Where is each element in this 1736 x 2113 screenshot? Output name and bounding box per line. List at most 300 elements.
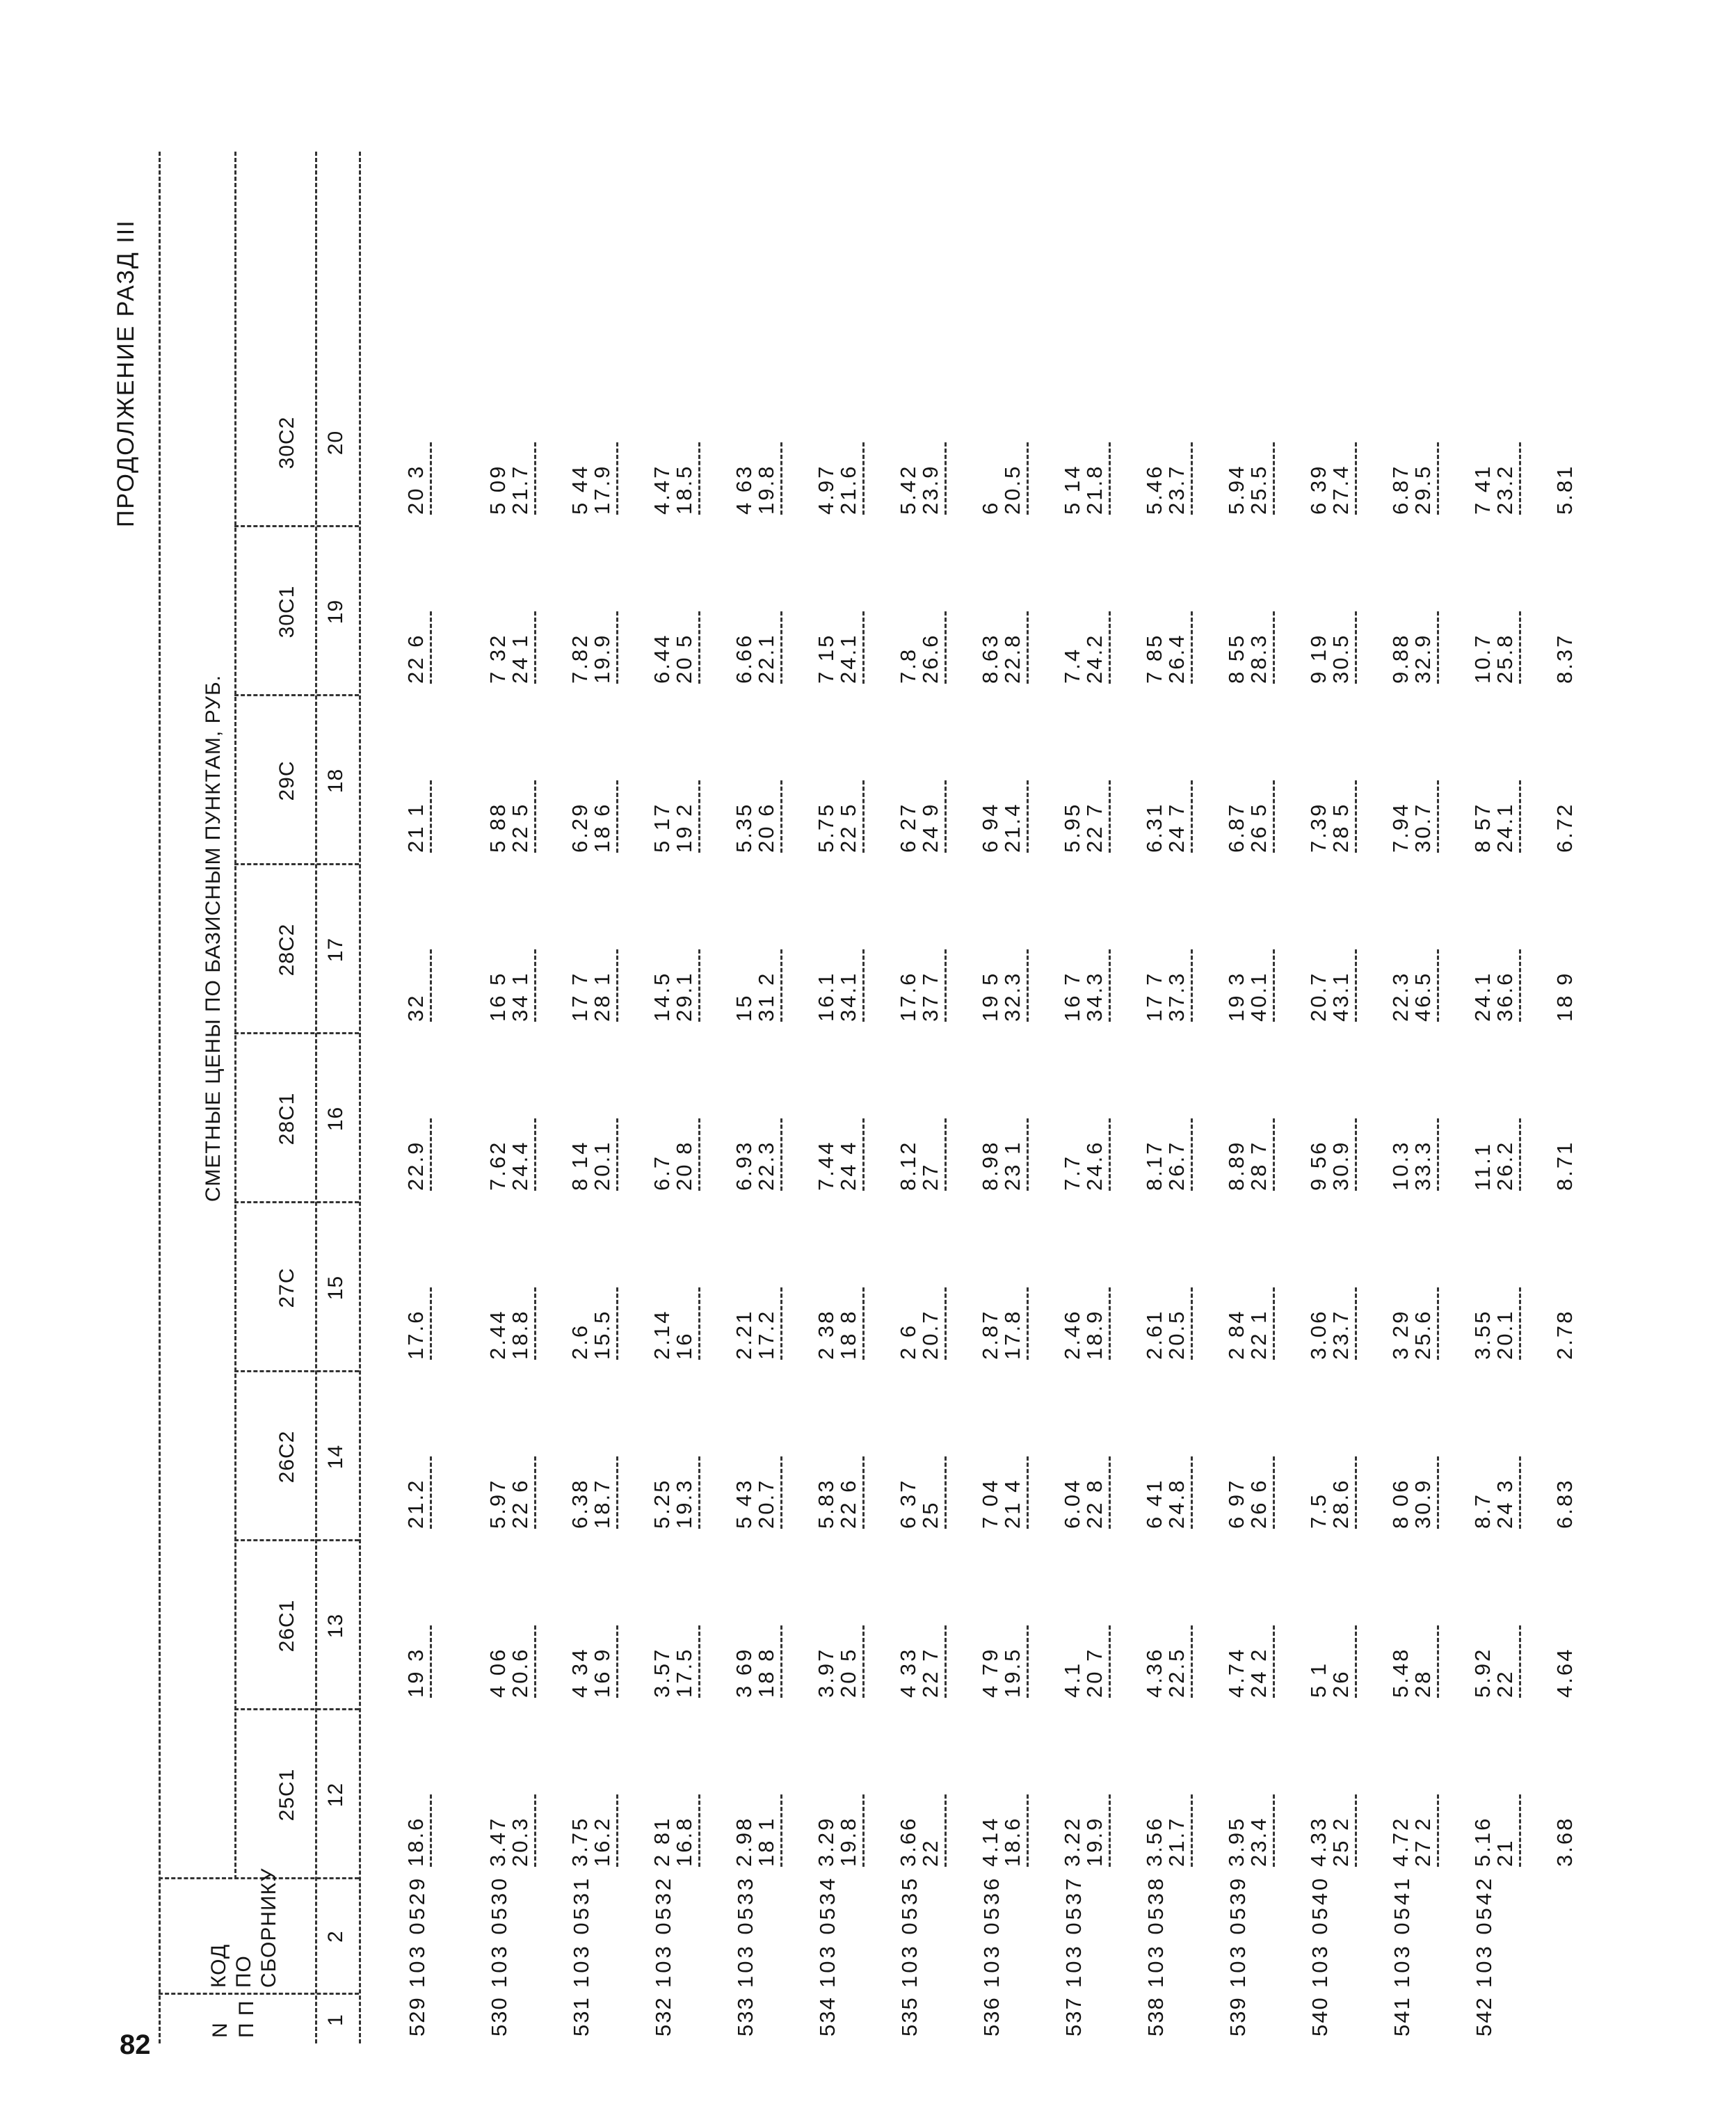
price-value: 17.6 (403, 1309, 428, 1360)
price-value: 3.97 (814, 1647, 838, 1698)
price-value-secondary: 24.4 (508, 1140, 532, 1191)
cell-divider (698, 1118, 706, 1191)
cell-divider (1355, 1287, 1363, 1360)
row-code: 103 0533 (733, 1875, 757, 1988)
price-value-secondary: 26.4 (1164, 633, 1189, 684)
rule-above-col-numbers (315, 152, 317, 2043)
price-value: 4.1 (1060, 1661, 1084, 1698)
price-value-secondary: 23 1 (1000, 1140, 1024, 1191)
cell-divider (1191, 1794, 1198, 1867)
price-cell (1554, 1279, 1576, 1360)
cell-divider (1109, 780, 1116, 853)
price-value-secondary: 22 (1493, 1669, 1517, 1698)
cell-divider (1437, 1625, 1445, 1698)
price-cell (733, 772, 788, 853)
price-cell (897, 941, 952, 1022)
cell-divider (1273, 1456, 1280, 1529)
price-value: 9 19 (1306, 633, 1331, 684)
price-value: 3 69 (732, 1647, 756, 1698)
price-value-secondary: 26 6 (1246, 1478, 1271, 1529)
price-cell (405, 434, 437, 515)
price-value: 2.87 (978, 1309, 1002, 1360)
price-value: 19 5 (978, 971, 1002, 1022)
cell-divider (780, 1456, 788, 1529)
price-cell (897, 1617, 952, 1698)
cell-divider (1437, 442, 1445, 515)
header-code-3: СБОРНИКУ (257, 1867, 280, 1988)
price-value: 7.7 (1060, 1154, 1084, 1191)
price-value: 5.94 (1224, 464, 1248, 515)
cell-divider (534, 1456, 542, 1529)
price-cell (1554, 1110, 1576, 1191)
price-value: 9 56 (1306, 1140, 1331, 1191)
price-cell (569, 1110, 624, 1191)
cell-divider (1191, 1625, 1198, 1698)
cell-divider (945, 1625, 952, 1698)
cell-divider (780, 1287, 788, 1360)
cell-divider (862, 442, 870, 515)
price-cell (815, 941, 870, 1022)
price-value: 21 1 (403, 802, 428, 853)
row-code: 103 0539 (1225, 1875, 1250, 1988)
price-value-secondary: 20 6 (754, 802, 778, 853)
price-value-secondary: 33.3 (1410, 1140, 1435, 1191)
row-number: 539 (1225, 1996, 1250, 2036)
cell-divider (1027, 442, 1034, 515)
cell-divider (1519, 442, 1527, 515)
price-value: 2.78 (1552, 1309, 1577, 1360)
price-cell (569, 1279, 624, 1360)
price-value: 9.88 (1388, 633, 1413, 684)
price-value: 5 17 (650, 802, 674, 853)
price-cell (405, 1110, 437, 1191)
price-cell (487, 1448, 542, 1529)
price-value-secondary: 22 6 (508, 1478, 532, 1529)
price-value-secondary: 15.5 (590, 1309, 614, 1360)
price-cell (1308, 941, 1363, 1022)
price-value: 32 (403, 993, 428, 1022)
price-value-secondary: 17.2 (754, 1309, 778, 1360)
price-value-secondary: 23.7 (1328, 1309, 1353, 1360)
price-value-secondary: 28 (1410, 1669, 1435, 1698)
price-value-secondary: 23.4 (1246, 1816, 1271, 1867)
price-value: 5.48 (1388, 1647, 1413, 1698)
cell-divider (1109, 1456, 1116, 1529)
price-cell (733, 434, 788, 515)
price-value: 8.71 (1552, 1140, 1577, 1191)
price-value-secondary: 22.1 (754, 633, 778, 684)
cell-divider (534, 780, 542, 853)
cell-divider (430, 1287, 437, 1360)
cell-divider (430, 1794, 437, 1867)
price-value: 7 04 (978, 1478, 1002, 1529)
price-value-secondary: 18.8 (508, 1309, 532, 1360)
cell-divider (616, 1625, 624, 1698)
price-cell (651, 1617, 706, 1698)
col-head-25c1: 25С1 (275, 1768, 298, 1822)
price-cell (897, 1110, 952, 1191)
price-value-secondary: 28 7 (1246, 1140, 1271, 1191)
price-cell (1472, 1448, 1527, 1529)
header-code-2: ПО (232, 1955, 255, 1988)
cell-divider (1519, 1456, 1527, 1529)
price-cell (487, 1617, 542, 1698)
price-cell (897, 772, 952, 853)
price-cell (651, 772, 706, 853)
cell-divider (1273, 780, 1280, 853)
cell-divider (1519, 780, 1527, 853)
price-value: 5.46 (1142, 464, 1166, 515)
price-value: 14.5 (650, 971, 674, 1022)
cell-divider (1519, 1287, 1527, 1360)
cell-divider (1437, 1794, 1445, 1867)
price-cell (651, 1110, 706, 1191)
cell-divider (534, 949, 542, 1022)
cell-divider (1437, 1287, 1445, 1360)
price-value: 7 32 (485, 633, 510, 684)
price-cell (1143, 1448, 1198, 1529)
col-num-18: 18 (324, 768, 347, 794)
cell-divider (1437, 1456, 1445, 1529)
price-cell (1390, 1786, 1445, 1867)
row-code: 103 0530 (487, 1875, 511, 1988)
price-value-secondary: 21.7 (508, 464, 532, 515)
row-code: 103 0536 (979, 1875, 1004, 1988)
price-value: 6 27 (896, 802, 920, 853)
price-value: 2 6 (896, 1323, 920, 1360)
header-pp: П П (235, 2000, 258, 2038)
cell-divider (1355, 1456, 1363, 1529)
price-value-secondary: 21 4 (1000, 1478, 1024, 1529)
row-number: 542 (1472, 1996, 1496, 2036)
cell-divider (698, 780, 706, 853)
price-cell (979, 941, 1034, 1022)
price-value: 4 79 (978, 1647, 1002, 1698)
cell-divider (780, 442, 788, 515)
cell-divider (616, 611, 624, 684)
price-cell (1472, 434, 1527, 515)
price-value-secondary: 16 9 (590, 1647, 614, 1698)
row-number: 530 (487, 1996, 511, 2036)
cell-divider (534, 442, 542, 515)
cell-divider (534, 1287, 542, 1360)
rule-below-col-numbers (359, 152, 361, 2043)
price-cell (651, 1448, 706, 1529)
price-value: 5.16 (1470, 1816, 1495, 1867)
col-num-12: 12 (324, 1782, 347, 1808)
price-cell (1061, 941, 1116, 1022)
price-cell (897, 603, 952, 684)
price-value: 7.5 (1306, 1492, 1331, 1529)
row-number: 533 (733, 1996, 757, 2036)
cell-divider (616, 1287, 624, 1360)
price-value: 5 88 (485, 802, 510, 853)
price-value-secondary: 20 5 (836, 1647, 860, 1698)
price-value-secondary: 30.9 (1410, 1478, 1435, 1529)
price-cell (1554, 1448, 1576, 1529)
cell-divider (430, 780, 437, 853)
price-cell (1472, 772, 1527, 853)
price-value-secondary: 27.4 (1328, 464, 1353, 515)
price-cell (405, 772, 437, 853)
price-value: 3.22 (1060, 1816, 1084, 1867)
cell-divider (616, 442, 624, 515)
col-num-13: 13 (324, 1613, 347, 1639)
price-cell (487, 772, 542, 853)
price-cell (1143, 434, 1198, 515)
price-cell (405, 1617, 437, 1698)
cell-divider (1027, 1456, 1034, 1529)
cell-divider (430, 611, 437, 684)
price-value: 7.8 (896, 647, 920, 684)
price-cell (1554, 1617, 1576, 1698)
price-value: 7 15 (814, 633, 838, 684)
price-value: 3.29 (814, 1816, 838, 1867)
sep-n-code (159, 1993, 359, 1995)
price-value: 5.25 (650, 1478, 674, 1529)
cell-divider (1273, 1625, 1280, 1698)
cell-divider (1273, 442, 1280, 515)
cell-divider (1109, 1287, 1116, 1360)
price-cell (569, 603, 624, 684)
price-value: 2.98 (732, 1816, 756, 1867)
cell-divider (534, 1625, 542, 1698)
price-cell (897, 1279, 952, 1360)
price-value-secondary: 25.8 (1493, 633, 1517, 684)
price-value-secondary: 22.3 (754, 1140, 778, 1191)
price-value-secondary: 22 (918, 1838, 942, 1867)
price-cell (1554, 1786, 1576, 1867)
price-value: 20.7 (1306, 971, 1331, 1022)
cell-divider (945, 949, 952, 1022)
price-cell (1308, 603, 1363, 684)
price-value-secondary: 22 6 (836, 1478, 860, 1529)
price-value: 8.89 (1224, 1140, 1248, 1191)
price-value: 4.74 (1224, 1647, 1248, 1698)
price-cell (1390, 772, 1445, 853)
price-value-secondary: 17.8 (1000, 1309, 1024, 1360)
price-value: 7.94 (1388, 802, 1413, 853)
price-value: 8 57 (1470, 802, 1495, 853)
row-code: 103 0538 (1143, 1875, 1168, 1988)
rule-top (159, 152, 161, 2043)
price-value: 4 63 (732, 464, 756, 515)
price-value-secondary: 22 7 (1082, 802, 1107, 853)
price-value: 6 37 (896, 1478, 920, 1529)
price-cell (405, 1448, 437, 1529)
price-value: 4.36 (1142, 1647, 1166, 1698)
price-cell (405, 1279, 437, 1360)
price-cell (1308, 1448, 1363, 1529)
cell-divider (616, 1794, 624, 1867)
price-value-secondary: 16.8 (672, 1816, 696, 1867)
price-value: 7.39 (1306, 802, 1331, 853)
price-value: 6.93 (732, 1140, 756, 1191)
header-n: N (209, 2022, 232, 2038)
price-value: 5.42 (896, 464, 920, 515)
cell-divider (945, 1794, 952, 1867)
price-value-secondary: 37 7 (918, 971, 942, 1022)
cell-divider (780, 1625, 788, 1698)
price-value: 3.95 (1224, 1816, 1248, 1867)
price-value-secondary: 32.9 (1410, 633, 1435, 684)
price-value-secondary: 37.3 (1164, 971, 1189, 1022)
cell-divider (1355, 1794, 1363, 1867)
price-value-secondary: 18 1 (754, 1816, 778, 1867)
price-value: 2.21 (732, 1309, 756, 1360)
price-value: 4.33 (1306, 1816, 1331, 1867)
price-value: 6 94 (978, 802, 1002, 853)
cell-divider (1355, 780, 1363, 853)
price-cell (1554, 434, 1576, 515)
cell-divider (1519, 949, 1527, 1022)
cell-divider (945, 442, 952, 515)
price-cell (1143, 1786, 1198, 1867)
col-head-26c2: 26С2 (275, 1430, 298, 1484)
price-value-secondary: 24 3 (1493, 1478, 1517, 1529)
price-value: 3.75 (568, 1816, 592, 1867)
price-value-secondary: 18 6 (590, 802, 614, 853)
price-cell (979, 1110, 1034, 1191)
cell-divider (1027, 1625, 1034, 1698)
price-value-secondary: 28 1 (590, 971, 614, 1022)
price-value-secondary: 20.1 (1493, 1309, 1517, 1360)
cell-divider (1109, 442, 1116, 515)
price-cell (405, 941, 437, 1022)
price-cell (487, 1279, 542, 1360)
price-cell (1390, 434, 1445, 515)
cell-divider (534, 611, 542, 684)
price-cell (733, 1279, 788, 1360)
cell-divider (1109, 1794, 1116, 1867)
price-value: 5.83 (814, 1478, 838, 1529)
price-cell (405, 603, 437, 684)
row-code: 103 0537 (1061, 1875, 1086, 1988)
price-value: 3.56 (1142, 1816, 1166, 1867)
row-number: 538 (1143, 1996, 1168, 2036)
price-value-secondary: 22 1 (1246, 1309, 1271, 1360)
price-value: 11.1 (1470, 1141, 1495, 1191)
cell-divider (1355, 1625, 1363, 1698)
price-value: 16 7 (1060, 971, 1084, 1022)
price-value-secondary: 23.7 (1164, 464, 1189, 515)
cell-divider (1191, 780, 1198, 853)
price-value-secondary: 20.3 (508, 1816, 532, 1867)
price-cell (1225, 1110, 1280, 1191)
col-head-28c1: 28С1 (275, 1092, 298, 1146)
cell-divider (1191, 1118, 1198, 1191)
price-value-secondary: 25.6 (1410, 1309, 1435, 1360)
price-value-secondary: 20.5 (1000, 464, 1024, 515)
price-cell (1308, 434, 1363, 515)
col-num-15: 15 (324, 1275, 347, 1301)
cell-divider (534, 1118, 542, 1191)
price-value-secondary: 30.5 (1328, 633, 1353, 684)
cell-divider (1027, 949, 1034, 1022)
cell-divider (1355, 442, 1363, 515)
price-cell (651, 1786, 706, 1867)
price-value-secondary: 22 5 (836, 802, 860, 853)
price-value: 3.68 (1552, 1816, 1577, 1867)
row-code: 103 0531 (569, 1875, 593, 1988)
col-head-29c: 29С (275, 760, 298, 801)
cell-divider (862, 949, 870, 1022)
price-value-secondary: 23.9 (918, 464, 942, 515)
price-value-secondary: 16 (672, 1331, 696, 1360)
rotated-table-sheet (0, 147, 1736, 2113)
price-value: 3.66 (896, 1816, 920, 1867)
price-value: 4 34 (568, 1647, 592, 1698)
price-cell (1390, 1617, 1445, 1698)
cell-divider (780, 1794, 788, 1867)
price-value-secondary: 29.5 (1410, 464, 1435, 515)
price-value-secondary: 19.8 (754, 464, 778, 515)
cell-divider (1437, 780, 1445, 853)
price-value: 6.04 (1060, 1478, 1084, 1529)
cell-divider (1519, 1794, 1527, 1867)
price-value: 7.82 (568, 633, 592, 684)
price-value-secondary: 20.7 (918, 1309, 942, 1360)
price-cell (1472, 1279, 1527, 1360)
price-value-secondary: 46.5 (1410, 971, 1435, 1022)
price-cell (979, 772, 1034, 853)
price-value-secondary: 19.8 (836, 1816, 860, 1867)
cell-divider (698, 611, 706, 684)
price-cell (1061, 603, 1116, 684)
price-value: 8 55 (1224, 633, 1248, 684)
price-cell (1143, 772, 1198, 853)
price-value-secondary: 29.1 (672, 971, 696, 1022)
cell-divider (862, 780, 870, 853)
cell-divider (698, 1625, 706, 1698)
price-cell (733, 603, 788, 684)
price-value: 2.14 (650, 1309, 674, 1360)
page-number: 82 (120, 2030, 151, 2060)
price-cell (897, 1786, 952, 1867)
price-cell (569, 1786, 624, 1867)
price-cell (815, 434, 870, 515)
price-value: 5.35 (732, 802, 756, 853)
col-num-14: 14 (324, 1444, 347, 1470)
price-cell (1225, 941, 1280, 1022)
price-value-secondary: 20 8 (672, 1140, 696, 1191)
price-cell (1308, 772, 1363, 853)
row-code: 103 0534 (815, 1875, 839, 1988)
price-value: 17 7 (568, 971, 592, 1022)
price-value: 6.83 (1552, 1478, 1577, 1529)
cell-divider (1519, 1118, 1527, 1191)
price-cell (1554, 772, 1576, 853)
price-value-secondary: 24.6 (1082, 1140, 1107, 1191)
price-cell (651, 434, 706, 515)
price-value: 18 9 (1552, 971, 1577, 1022)
price-cell (487, 1786, 542, 1867)
price-value-secondary: 24.2 (1082, 633, 1107, 684)
price-cell (733, 941, 788, 1022)
price-value: 8.37 (1552, 633, 1577, 684)
cell-divider (430, 442, 437, 515)
price-value: 5.95 (1060, 802, 1084, 853)
price-value-secondary: 24.8 (1164, 1478, 1189, 1529)
price-value: 5.75 (814, 802, 838, 853)
price-value: 2 84 (1224, 1309, 1248, 1360)
cell-divider (945, 611, 952, 684)
col-head-30c2: 30С2 (275, 416, 298, 469)
price-value: 5.81 (1552, 464, 1577, 515)
cell-divider (1273, 1118, 1280, 1191)
cell-divider (698, 442, 706, 515)
price-value: 6 41 (1142, 1478, 1166, 1529)
